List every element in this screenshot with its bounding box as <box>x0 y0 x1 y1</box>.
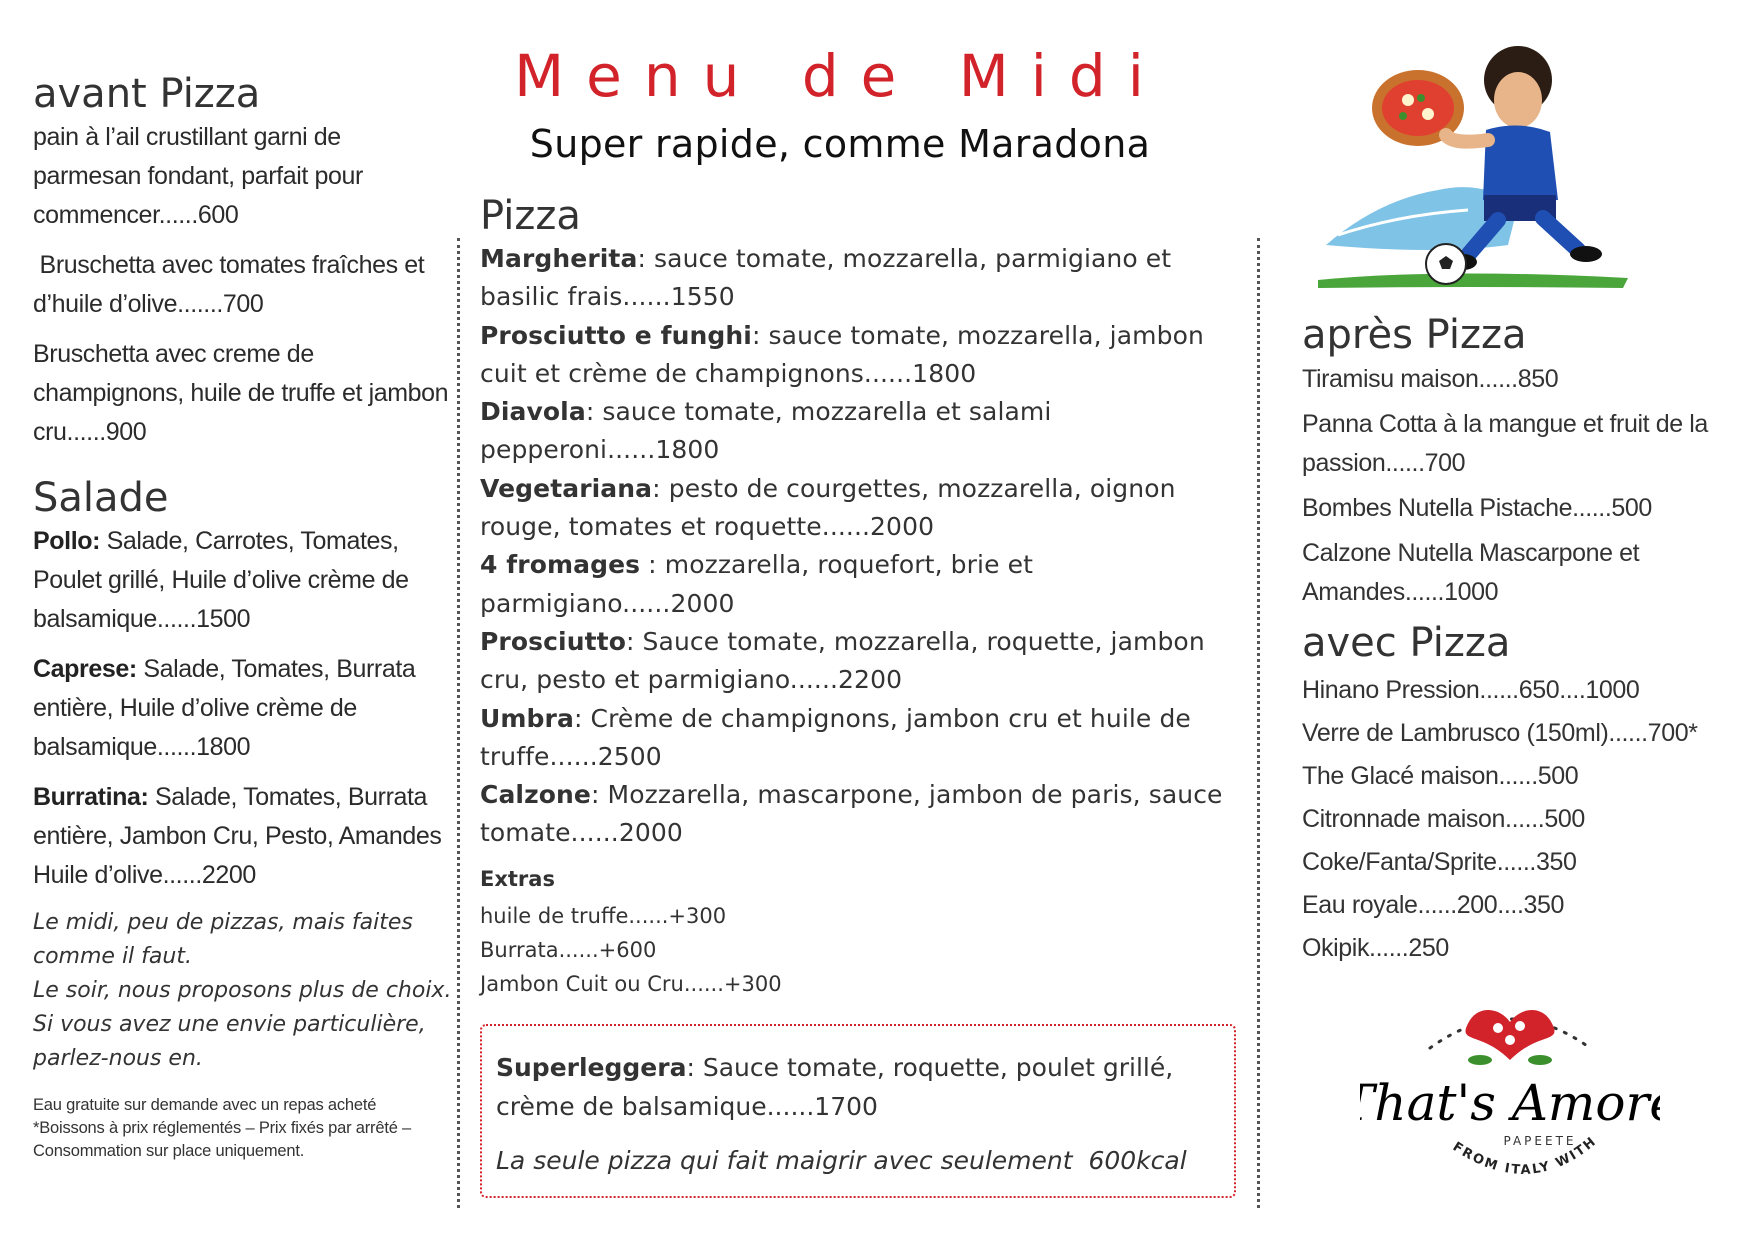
special-pizza <box>496 1048 1220 1126</box>
menu-subtitle: Super rapide, comme Maradona <box>529 122 1151 166</box>
pizza-item <box>480 623 1250 700</box>
salade-item-desc: Salade, Tomates, Burrata entière, Huile d’olive crème de balsamique......1800 <box>33 655 416 761</box>
salade-heading: Salade <box>33 475 169 521</box>
special-pizza-name: Superleggera <box>496 1053 687 1082</box>
drink-item: Hinano Pression......650....1000 <box>1302 676 1640 704</box>
thats-amore-logo <box>1360 1000 1660 1215</box>
drink-item: Eau royale......200....350 <box>1302 891 1565 919</box>
drink-item: Okipik......250 <box>1302 934 1449 962</box>
salade-item <box>33 650 453 767</box>
avec-pizza-heading: avec Pizza <box>1302 620 1511 666</box>
menu-title: Menu de Midi <box>514 42 1166 110</box>
pizza-item <box>480 393 1250 470</box>
pizza-heading: Pizza <box>480 193 581 239</box>
logo-tagline-text: FROM ITALY WITH <box>1449 1133 1601 1178</box>
drink-item: Citronnade maison......500 <box>1302 805 1585 833</box>
drink-item: Coke/Fanta/Sprite......350 <box>1302 848 1577 876</box>
fine-print <box>33 1094 453 1163</box>
salade-item <box>33 522 453 639</box>
dessert-drinks-column <box>1302 310 1742 973</box>
dessert-item: Bombes Nutella Pistache......500 <box>1302 494 1652 522</box>
extra-item: Burrata......+600 <box>480 937 657 962</box>
drink-item: The Glacé maison......500 <box>1302 762 1579 790</box>
pizza-name: Vegetariana <box>480 473 653 503</box>
pizza-item <box>480 317 1250 394</box>
avant-item: pain à l’ail crustillant garni de parmesan fondant, parfait pour commencer......600 <box>33 123 363 229</box>
special-pizza-box <box>480 1024 1236 1198</box>
note-line: Si vous avez une envie particulière, parlez-nous en. <box>33 1012 426 1071</box>
apres-pizza-heading: après Pizza <box>1302 312 1527 358</box>
salade-item-name: Pollo: <box>33 527 101 555</box>
note-line: Le midi, peu de pizzas, mais faites comme il faut. <box>33 910 413 969</box>
pizza-item <box>480 776 1250 853</box>
pizza-desc: : sauce tomate, mozzarella et salami pepperoni......1800 <box>480 397 1052 465</box>
salade-item-desc: Salade, Carrotes, Tomates, Poulet grillé, Huile d’olive crème de balsamique......1500 <box>33 527 409 633</box>
special-pizza-desc: : Sauce tomate, roquette, poulet grillé, crème de balsamique......1700 <box>496 1053 1174 1121</box>
dessert-item: Calzone Nutella Mascarpone et Amandes......1000 <box>1302 539 1640 606</box>
extra-item: Jambon Cuit ou Cru......+300 <box>480 971 782 996</box>
pizza-name: Calzone <box>480 780 591 810</box>
extra-item: huile de truffe......+300 <box>480 903 727 928</box>
note-line: Le soir, nous proposons plus de choix. <box>33 978 452 1003</box>
salade-item <box>33 778 453 895</box>
pizza-desc: : mozzarella, roquefort, brie et parmigiano......2000 <box>480 550 1033 618</box>
pizza-item <box>480 470 1250 547</box>
dessert-item: Tiramisu maison......850 <box>1302 365 1559 393</box>
avant-item: Bruschetta avec creme de champignons, huile de truffe et jambon cru......900 <box>33 340 449 446</box>
dessert-item: Panna Cotta à la mangue et fruit de la passion......700 <box>1302 410 1708 477</box>
logo-svg <box>1360 1000 1660 1215</box>
divider-left <box>457 238 460 1208</box>
avant-item: Bruschetta avec tomates fraîches et d’huile d’olive.......700 <box>33 251 431 318</box>
football-pizza-chef-illustration <box>1318 40 1678 310</box>
pizza-desc: : Mozzarella, mascarpone, jambon de paris, sauce tomate......2000 <box>480 780 1223 848</box>
pizza-column <box>480 192 1250 1001</box>
pizza-item <box>480 546 1250 623</box>
pizza-desc: : Crème de champignons, jambon cru et huile de truffe......2500 <box>480 703 1191 771</box>
extras-heading: Extras <box>480 866 555 891</box>
pizza-desc: : sauce tomate, mozzarella, parmigiano et basilic frais......1550 <box>480 244 1172 312</box>
pizza-name: Umbra <box>480 703 574 733</box>
avant-pizza-heading: avant Pizza <box>33 71 261 117</box>
fine-print-line: *Boissons à prix réglementés – Prix fixés par arrêté – Consommation sur place uniquement. <box>33 1119 412 1160</box>
lunch-note <box>33 906 453 1076</box>
pizza-name: 4 fromages <box>480 550 641 580</box>
mascot-svg <box>1318 40 1678 310</box>
menu-header <box>460 42 1220 166</box>
salade-item-desc: Salade, Tomates, Burrata entière, Jambon Cru, Pesto, Amandes Huile d’olive......2200 <box>33 783 442 889</box>
pizza-name: Diavola <box>480 397 586 427</box>
left-column <box>33 70 453 1163</box>
salade-item-name: Burratina: <box>33 783 149 811</box>
pizza-item <box>480 240 1250 317</box>
pizza-desc: : pesto de courgettes, mozzarella, oignon rouge, tomates et roquette......2000 <box>480 473 1176 542</box>
pizza-desc: : Sauce tomate, mozzarella, roquette, jambon cru, pesto et parmigiano......2200 <box>480 626 1205 695</box>
pizza-item <box>480 700 1250 777</box>
pizza-name: Prosciutto <box>480 626 626 656</box>
divider-right <box>1257 238 1260 1208</box>
drink-item: Verre de Lambrusco (150ml)......700* <box>1302 719 1698 747</box>
logo-script: hat's Amor <box>1374 1074 1650 1132</box>
salade-item-name: Caprese: <box>33 655 137 683</box>
logo-city: PAPEETE <box>1503 1134 1577 1148</box>
pizza-name: Prosciutto e funghi <box>480 320 752 350</box>
fine-print-line: Eau gratuite sur demande avec un repas acheté <box>33 1096 377 1114</box>
pizza-name: Margherita <box>480 244 638 273</box>
pizza-desc: : sauce tomate, mozzarella, jambon cuit et crème de champignons......1800 <box>480 320 1204 388</box>
special-tagline: La seule pizza qui fait maigrir avec seulement 600kcal <box>496 1146 1187 1175</box>
